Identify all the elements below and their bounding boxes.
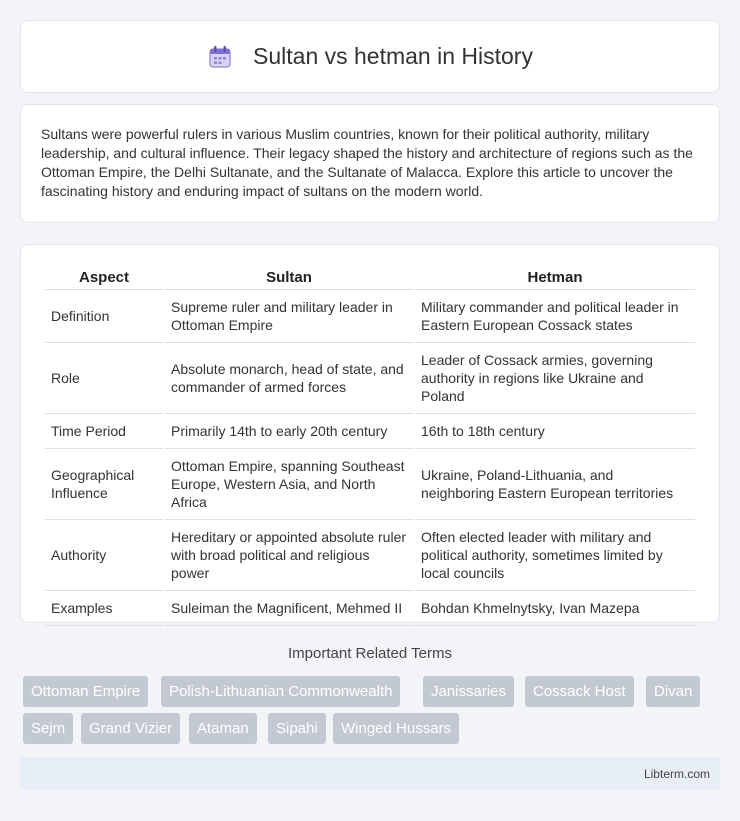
tag-winged-hussars[interactable]: Winged Hussars	[333, 713, 459, 744]
column-header-sultan: Sultan	[165, 265, 413, 290]
table-cell-aspect: Examples	[45, 591, 163, 626]
table-row	[45, 343, 695, 414]
table-cell-hetman: Leader of Cossack armies, governing authority in regions like Ukraine and Poland	[415, 343, 695, 414]
column-header-hetman: Hetman	[415, 265, 695, 290]
table-cell-aspect: Role	[45, 343, 163, 414]
related-terms-title: Important Related Terms	[288, 645, 452, 662]
table-cell-hetman: Military commander and political leader in Eastern European Cossack states	[415, 290, 695, 343]
comparison-table	[43, 265, 697, 626]
table-header-row	[45, 265, 695, 290]
table-cell-aspect: Definition	[45, 290, 163, 343]
tag-ottoman-empire[interactable]: Ottoman Empire	[23, 676, 148, 707]
table-cell-sultan: Suleiman the Magnificent, Mehmed II	[165, 591, 413, 626]
intro-text: Sultans were powerful rulers in various Muslim countries, known for their political authority, military leadership, and cultural influence. Their legacy shaped the history and architecture of regions such as the Ottoman Empire, the Delhi Sultanate, and the Sultanate of Malacca. Explore this article to uncover the fascinating history and enduring impact of sultans on the modern world.	[41, 126, 693, 199]
tag-grand-vizier[interactable]: Grand Vizier	[81, 713, 180, 744]
tag-polish-lithuanian-commonwealth[interactable]: Polish-Lithuanian Commonwealth	[161, 676, 400, 707]
table-cell-hetman: Ukraine, Poland-Lithuania, and neighboring Eastern European territories	[415, 449, 695, 520]
table-row	[45, 414, 695, 449]
table-cell-aspect: Geographical Influence	[45, 449, 163, 520]
table-cell-sultan: Hereditary or appointed absolute ruler with broad political and religious power	[165, 520, 413, 591]
footer	[20, 757, 720, 790]
table-row	[45, 290, 695, 343]
table-cell-sultan: Primarily 14th to early 20th century	[165, 414, 413, 449]
table-cell-aspect: Time Period	[45, 414, 163, 449]
table-row	[45, 520, 695, 591]
column-header-aspect: Aspect	[45, 265, 163, 290]
footer-site-link[interactable]: Libterm.com	[643, 767, 710, 781]
table-cell-hetman: Often elected leader with military and political authority, sometimes limited by local councils	[415, 520, 695, 591]
page-title: Sultan vs hetman in History	[253, 43, 533, 69]
header-card	[20, 20, 720, 93]
tag-sejm[interactable]: Sejm	[23, 713, 73, 744]
tag-janissaries[interactable]: Janissaries	[423, 676, 514, 707]
comparison-table-card	[20, 244, 720, 623]
table-cell-aspect: Authority	[45, 520, 163, 591]
tag-ataman[interactable]: Ataman	[189, 713, 257, 744]
table-cell-sultan: Absolute monarch, head of state, and commander of armed forces	[165, 343, 413, 414]
table-cell-sultan: Supreme ruler and military leader in Ottoman Empire	[165, 290, 413, 343]
table-row	[45, 591, 695, 626]
tag-sipahi[interactable]: Sipahi	[268, 713, 326, 744]
table-cell-sultan: Ottoman Empire, spanning Southeast Europe, Western Asia, and North Africa	[165, 449, 413, 520]
tag-cossack-host[interactable]: Cossack Host	[525, 676, 634, 707]
tag-divan[interactable]: Divan	[646, 676, 700, 707]
intro-card	[20, 104, 720, 223]
calendar-icon	[207, 44, 233, 70]
table-row	[45, 449, 695, 520]
table-cell-hetman: Bohdan Khmelnytsky, Ivan Mazepa	[415, 591, 695, 626]
table-cell-hetman: 16th to 18th century	[415, 414, 695, 449]
